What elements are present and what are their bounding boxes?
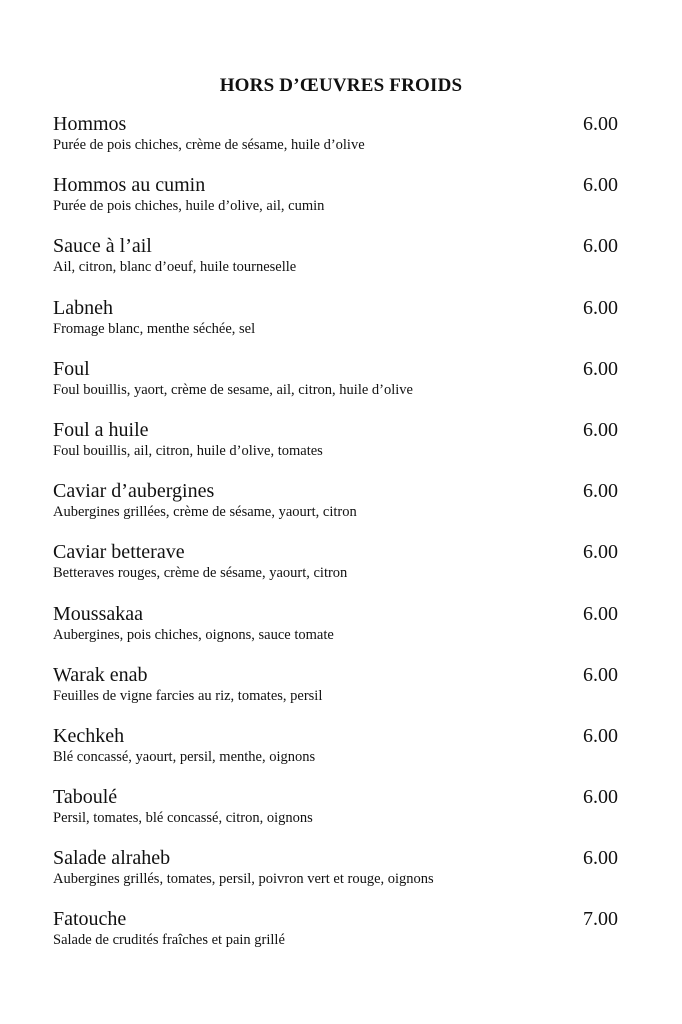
item-description: Ail, citron, blanc d’oeuf, huile tourneselle [53,259,297,276]
item-price: 6.00 [583,113,618,135]
item-name: Caviar d’aubergines [53,480,215,503]
menu-item-labneh [53,295,618,356]
item-name: Foul a huile [53,418,149,441]
menu-item-foul-a-huile [53,417,618,478]
item-description: Purée de pois chiches, crème de sésame, huile d’olive [53,137,365,153]
menu-item-sauce-a-l-ail [53,233,618,294]
menu-item-caviar-d-aubergines [53,478,618,539]
item-price: 6.00 [583,235,618,258]
item-price: 6.00 [583,174,618,197]
item-name: Taboulé [53,786,118,809]
item-description: Foul bouillis, yaort, crème de sesame, ail, citron, huile d’olive [53,381,413,398]
item-description: Blé concassé, yaourt, persil, menthe, oignons [53,748,316,765]
menu-item-hommos [53,111,618,172]
item-description: Aubergines, pois chiches, oignons, sauce tomate [53,626,334,643]
menu-item-foul [53,356,618,417]
item-price: 6.00 [583,847,618,870]
item-price: 6.00 [583,724,618,747]
item-price: 6.00 [583,480,618,503]
item-name: Salade alraheb [53,847,171,870]
item-description: Aubergines grillées, crème de sésame, yaourt, citron [53,504,357,521]
item-name: Fatouche [53,908,127,931]
item-price: 6.00 [583,357,618,380]
item-price: 6.00 [583,418,618,441]
menu-item-caviar-betterave [53,539,618,600]
item-name: Foul [53,357,90,380]
item-price: 6.00 [583,296,618,319]
menu-item-taboule [53,784,618,845]
item-description: Persil, tomates, blé concassé, citron, oignons [53,810,313,827]
item-price: 6.00 [583,663,618,686]
item-description: Salade de crudités fraîches et pain grillé [53,932,285,949]
menu-item-moussakaa [53,601,618,662]
item-name: Warak enab [53,663,148,686]
item-description: Aubergines grillés, tomates, persil, poivron vert et rouge, oignons [53,871,434,888]
menu-item-fatouche [53,906,618,967]
item-name: Sauce à l’ail [53,235,152,258]
item-name: Hommos au cumin [53,174,206,197]
item-description: Betteraves rouges, crème de sésame, yaourt, citron [53,565,348,582]
item-description: Foul bouillis, ail, citron, huile d’olive, tomates [53,442,323,459]
menu-title: HORS D’ŒUVRES FROIDS [219,75,463,96]
item-price: 6.00 [583,602,618,625]
item-description: Purée de pois chiches, huile d’olive, ail, cumin [53,198,325,215]
menu-item-hommos-au-cumin [53,172,618,233]
item-price: 6.00 [583,786,618,809]
item-price: 6.00 [583,541,618,564]
item-description: Feuilles de vigne farcies au riz, tomates, persil [53,687,323,704]
menu-item-warak-enab [53,662,618,723]
item-name: Kechkeh [53,724,125,747]
menu-item-kechkeh [53,723,618,784]
item-name: Labneh [53,296,113,319]
menu-list [53,111,618,968]
item-description: Fromage blanc, menthe séchée, sel [53,320,256,337]
menu-item-salade-alraheb [53,845,618,906]
item-name: Caviar betterave [53,541,185,564]
item-price: 7.00 [583,908,618,931]
item-name: Hommos [53,113,127,135]
item-name: Moussakaa [53,602,143,625]
